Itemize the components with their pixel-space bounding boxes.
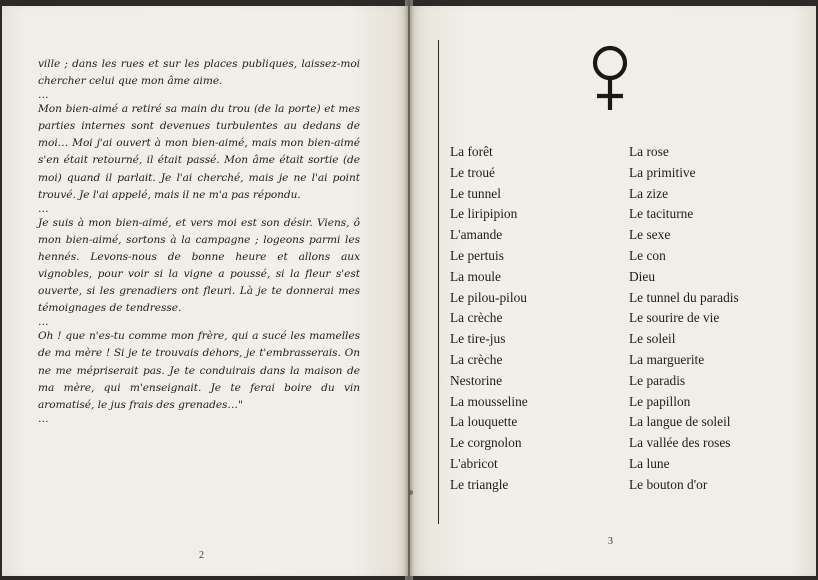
ellipsis: …	[38, 412, 50, 425]
list-item: Le sourire de vie	[629, 310, 720, 326]
list-item: La crèche	[450, 310, 503, 326]
list-item: La langue de soleil	[629, 414, 731, 430]
list-item: Le papillon	[629, 393, 691, 409]
list-item: Le paradis	[629, 372, 686, 388]
list-item: La zize	[629, 185, 669, 201]
list-item: Le troué	[450, 164, 495, 180]
list-item: La louquette	[450, 414, 518, 430]
word-list-right	[629, 142, 739, 496]
list-item: Dieu	[629, 268, 656, 284]
vertical-rule	[438, 40, 439, 524]
list-item: Le pertuis	[450, 247, 504, 263]
paragraph: Je suis à mon bien-aimé, et vers moi est son désir. Viens, ô mon bien-aimé, sortons à la campagne ; logeons parmi les hennés. Levons-nous de bonne heure et allons aux vignobles, pour voir si la vigne a poussé, si la fleur s'est ouverte, si les grenadiers ont fleuri. Là je te donnerai mes témoignages de tendresse.	[38, 216, 360, 315]
poem-text	[38, 56, 360, 425]
list-item: Le corgnolon	[450, 435, 522, 451]
paragraph: ville ; dans les rues et sur les places publiques, laissez-moi chercher celui que mon âme aime.	[38, 58, 360, 88]
list-item: Le tunnel du paradis	[629, 289, 739, 305]
list-item: La lune	[629, 455, 670, 471]
list-item: Le liripipion	[450, 206, 518, 222]
page-number-right: 3	[608, 536, 613, 547]
list-item: La rose	[629, 144, 669, 159]
paragraph: Mon bien-aimé a retiré sa main du trou (de la porte) et mes parties internes sont devenues turbulentes au dedans de moi… Moi j'ai ouvert à mon bien-aimé, mais mon bien-aimé s'en était retourné, il était passé. Mon âme était sortie (de moi) quand il parlait. Je l'ai cherché, mais je ne l'ai point trouvé. Je l'ai appelé, mais il ne m'a pas répondu.	[38, 103, 360, 201]
word-list-left	[450, 142, 528, 496]
list-item: Le bouton d'or	[629, 476, 708, 492]
ellipsis: …	[38, 89, 50, 102]
list-item: La moule	[450, 268, 501, 284]
paragraph: Oh ! que n'es-tu comme mon frère, qui a sucé les mamelles de ma mère ! Si je te trouvais dehors, je t'embrasserais. On ne me mépriserait pas. Je te conduirais dans la maison de ma mère, qui m'enseignait. Je te ferai boire du vin aromatisé, le jus frais des grenades…"	[38, 330, 360, 411]
list-item: Le sexe	[629, 227, 671, 243]
list-item: La mousseline	[450, 393, 528, 409]
list-item: Le soleil	[629, 331, 676, 347]
book-gutter	[405, 0, 413, 580]
list-item: La vallée des roses	[629, 435, 731, 451]
list-item: Le tunnel	[450, 185, 501, 201]
list-item: La forêt	[450, 144, 493, 159]
ellipsis: …	[38, 316, 50, 329]
list-item: L'abricot	[450, 455, 498, 471]
list-item: Le taciturne	[629, 206, 694, 222]
list-item: Le pilou-pilou	[450, 289, 527, 305]
list-item: Nestorine	[450, 372, 503, 388]
list-item: Le con	[629, 247, 666, 263]
list-item: La crèche	[450, 351, 503, 367]
list-item: La primitive	[629, 164, 696, 180]
list-item: La marguerite	[629, 351, 705, 367]
venus-symbol-icon	[588, 44, 632, 114]
list-item: L'amande	[450, 227, 503, 243]
ellipsis: …	[38, 202, 50, 215]
left-page	[2, 6, 408, 576]
page-number-left: 2	[199, 550, 204, 561]
list-item: Le triangle	[450, 476, 509, 492]
right-page	[410, 6, 816, 576]
list-item: Le tire-jus	[450, 331, 506, 347]
